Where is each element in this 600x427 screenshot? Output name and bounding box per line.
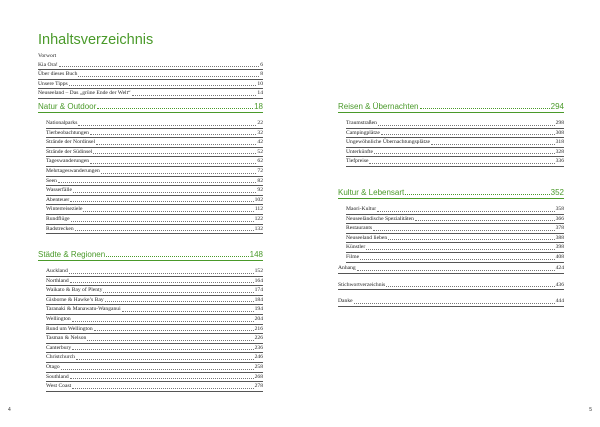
section-kultur <box>338 188 564 263</box>
toc-page: 8 <box>260 71 263 78</box>
section-page: 294 <box>550 102 564 111</box>
toc-page: 278 <box>254 383 263 390</box>
toc-label: Waikato & Bay of Plenty <box>46 287 103 294</box>
section-title: Kultur & Lebensart <box>338 188 405 197</box>
toc-row <box>46 196 263 206</box>
toc-page: 62 <box>257 158 263 165</box>
toc-page: 246 <box>254 354 263 361</box>
leader-dots <box>72 317 254 322</box>
toc-label: Ungewöhnliche Übernachtungsplätze <box>346 139 431 146</box>
toc-page: 436 <box>555 281 564 288</box>
toc-page: 226 <box>254 335 263 342</box>
toc-label: Seen <box>46 177 57 184</box>
toc-page: 132 <box>254 225 263 232</box>
toc-label: Restaurants <box>346 225 373 232</box>
appendix-list <box>338 264 564 307</box>
leader-dots <box>72 345 253 350</box>
toc-label: Strände der Nordinsel <box>46 139 96 146</box>
leader-dots <box>87 336 253 341</box>
leader-dots <box>58 178 257 183</box>
leader-dots <box>101 169 257 174</box>
toc-row <box>46 296 263 306</box>
toc-label: Christchurch <box>46 354 75 361</box>
toc-label: Über dieses Buch <box>38 71 78 78</box>
leader-dots <box>83 207 253 212</box>
toc-row <box>38 70 263 80</box>
section-page: 148 <box>249 250 263 259</box>
toc-row <box>38 52 263 61</box>
toc-label: Taranaki & Manawatu-Wanganui <box>46 306 121 313</box>
leader-dots <box>78 121 256 126</box>
toc-page: 308 <box>555 129 564 136</box>
leader-dots <box>405 189 549 195</box>
leader-dots <box>90 130 256 135</box>
toc-label: Rundflüge <box>46 215 70 222</box>
leader-dots <box>373 226 555 231</box>
toc-label: Stichwortverzeichnis <box>338 281 386 288</box>
leader-dots <box>76 355 254 360</box>
leader-dots <box>70 374 254 379</box>
toc-label: Nationalparks <box>46 120 78 126</box>
toc-row <box>46 315 263 325</box>
leader-dots <box>70 197 253 202</box>
toc-page: 14 <box>257 90 263 97</box>
toc-page: 194 <box>254 306 263 313</box>
toc-page: 298 <box>555 120 564 126</box>
intro-list <box>38 52 263 99</box>
section-page: 18 <box>254 102 263 111</box>
toc-row <box>346 157 564 167</box>
toc-row <box>338 297 564 307</box>
leader-dots <box>377 207 554 212</box>
toc-page: 72 <box>257 167 263 174</box>
toc-label: Neuseeland – Das „grüne Ende der Welt“ <box>38 90 131 97</box>
right-page <box>300 0 600 427</box>
toc-label: Southland <box>46 373 69 380</box>
toc-label: Künstler <box>346 244 366 251</box>
toc-label: Abenteuer <box>46 196 70 203</box>
toc-page: 424 <box>555 265 564 271</box>
leader-dots <box>71 217 254 222</box>
toc-page: 92 <box>257 187 263 194</box>
toc-row <box>46 277 263 287</box>
section-heading <box>38 102 263 113</box>
toc-label: Anhang <box>338 265 356 271</box>
section-title: Städte & Regionen <box>38 250 106 259</box>
toc-row <box>46 119 263 129</box>
toc-label: Tiefpreise <box>346 158 369 165</box>
leader-dots <box>106 251 248 257</box>
leader-dots <box>420 103 550 109</box>
section-title: Natur & Outdoor <box>38 102 97 111</box>
toc-label: Danke <box>338 298 353 305</box>
leader-dots <box>70 278 254 283</box>
toc-row <box>46 186 263 196</box>
leader-dots <box>386 282 554 287</box>
toc-label: Campingplätze <box>346 129 380 136</box>
leader-dots <box>357 266 555 271</box>
toc-page: 152 <box>254 268 263 274</box>
leader-dots <box>59 62 259 67</box>
toc-row <box>346 148 564 158</box>
toc-row <box>38 80 263 90</box>
leader-dots <box>97 103 253 109</box>
leader-dots <box>96 140 256 145</box>
toc-page: 216 <box>254 325 263 332</box>
toc-page: 236 <box>254 344 263 351</box>
leader-dots <box>132 91 257 96</box>
toc-page: 6 <box>260 61 263 68</box>
section-natur <box>38 102 263 234</box>
leader-dots <box>103 288 253 293</box>
toc-page: 10 <box>257 80 263 87</box>
toc-label: Auckland <box>46 268 68 274</box>
leader-dots <box>73 188 256 193</box>
toc-label: Traumstraßen <box>346 120 377 126</box>
toc-row <box>46 286 263 296</box>
toc-row <box>346 119 564 129</box>
leader-dots <box>69 81 257 86</box>
toc-page: 328 <box>555 148 564 155</box>
toc-row <box>46 148 263 158</box>
toc-page: 22 <box>257 120 263 126</box>
toc-row <box>346 129 564 139</box>
toc-row <box>46 129 263 139</box>
toc-page: 336 <box>555 158 564 165</box>
toc-row <box>46 344 263 354</box>
leader-dots <box>90 159 256 164</box>
toc-row <box>346 234 564 244</box>
toc-page: 318 <box>555 139 564 146</box>
toc-row <box>46 334 263 344</box>
leader-dots <box>360 255 555 260</box>
toc-page: 444 <box>555 298 564 305</box>
toc-row <box>46 205 263 215</box>
section-staedte <box>38 250 263 392</box>
toc-label: Winterreiseziele <box>46 206 83 213</box>
toc-label: Wasserfälle <box>46 187 72 194</box>
toc-row <box>46 353 263 363</box>
toc-label: Wellington <box>46 315 71 322</box>
toc-label: Northland <box>46 277 69 284</box>
leader-dots <box>431 140 555 145</box>
toc-label: Neuseeländische Spezialitäten <box>346 215 414 222</box>
toc-row <box>338 264 564 274</box>
toc-page: 52 <box>257 148 263 155</box>
section-items <box>38 119 263 234</box>
toc-page: 388 <box>555 234 564 241</box>
toc-row <box>346 253 564 263</box>
section-items <box>338 205 564 263</box>
toc-page: 164 <box>254 277 263 284</box>
toc-page: 102 <box>254 196 263 203</box>
leader-dots <box>61 365 254 370</box>
toc-row <box>38 61 263 71</box>
leader-dots <box>122 307 254 312</box>
toc-label: Unterkünfte <box>346 148 374 155</box>
page-title: Inhaltsverzeichnis <box>38 32 154 48</box>
toc-row <box>346 205 564 215</box>
leader-dots <box>366 245 554 250</box>
leader-dots <box>94 326 254 331</box>
page-number: 4 <box>8 407 11 413</box>
toc-page: 32 <box>257 129 263 136</box>
toc-row <box>46 373 263 383</box>
toc-label: Mehrtageswanderungen <box>46 167 100 174</box>
toc-label: Kia Ora! <box>38 61 58 68</box>
leader-dots <box>105 297 254 302</box>
section-reisen <box>338 102 564 167</box>
section-heading <box>338 102 564 113</box>
toc-label: Otago <box>46 363 60 370</box>
toc-label: Canterbury <box>46 344 72 351</box>
toc-page: 82 <box>257 177 263 184</box>
section-heading <box>338 188 564 199</box>
toc-label: Vorwort <box>38 53 57 59</box>
leader-dots <box>75 226 254 231</box>
section-heading <box>38 250 263 261</box>
toc-page: 366 <box>555 215 564 222</box>
toc-row <box>46 382 263 392</box>
toc-row <box>38 89 263 99</box>
toc-row <box>46 325 263 335</box>
section-items <box>338 119 564 167</box>
toc-label: Rund um Wellington <box>46 325 93 332</box>
leader-dots <box>415 216 555 221</box>
leader-dots <box>374 149 555 154</box>
leader-dots <box>72 384 253 389</box>
toc-label: Tageswanderungen <box>46 158 90 165</box>
leader-dots <box>388 235 554 240</box>
toc-row <box>46 215 263 225</box>
leader-dots <box>354 299 555 304</box>
toc-row <box>46 267 263 277</box>
toc-page: 258 <box>254 363 263 370</box>
toc-label: Gisborne & Hawke’s Bay <box>46 296 104 303</box>
toc-page: 174 <box>254 287 263 294</box>
toc-label: Tierbeobachtungen <box>46 129 89 136</box>
page-number: 5 <box>589 407 592 413</box>
toc-label: Unsere Tipps <box>38 80 68 87</box>
toc-page: 184 <box>254 296 263 303</box>
toc-row <box>346 215 564 225</box>
leader-dots <box>381 130 555 135</box>
toc-row <box>346 243 564 253</box>
toc-row <box>346 224 564 234</box>
toc-label: Maori-Kultur <box>346 206 377 212</box>
section-title: Reisen & Übernachten <box>338 102 419 111</box>
leader-dots <box>378 121 555 126</box>
toc-row <box>46 177 263 187</box>
toc-page: 204 <box>254 315 263 322</box>
toc-page: 268 <box>254 373 263 380</box>
section-items <box>38 267 263 392</box>
toc-page: 122 <box>254 215 263 222</box>
toc-label: Neuseeland lieben <box>346 234 388 241</box>
toc-label: Strände der Südinsel <box>46 148 93 155</box>
leader-dots <box>69 269 254 274</box>
toc-row <box>46 167 263 177</box>
toc-label: Tasman & Nelson <box>46 335 87 342</box>
toc-row <box>338 281 564 291</box>
toc-page: 378 <box>555 225 564 232</box>
toc-page: 408 <box>555 253 564 260</box>
section-page: 352 <box>550 188 564 197</box>
leader-dots <box>369 159 554 164</box>
toc-row <box>46 305 263 315</box>
toc-label: West Coast <box>46 383 72 390</box>
leader-dots <box>78 72 259 77</box>
toc-row <box>46 363 263 373</box>
toc-page: 42 <box>257 139 263 146</box>
toc-row <box>46 157 263 167</box>
toc-row <box>46 225 263 235</box>
toc-label: Filme <box>346 253 360 260</box>
toc-label: Radstrecken <box>46 225 74 232</box>
leader-dots <box>93 149 256 154</box>
toc-page: 358 <box>555 206 564 212</box>
toc-page: 398 <box>555 244 564 251</box>
toc-row <box>46 138 263 148</box>
toc-row <box>346 138 564 148</box>
toc-page: 112 <box>254 206 263 213</box>
